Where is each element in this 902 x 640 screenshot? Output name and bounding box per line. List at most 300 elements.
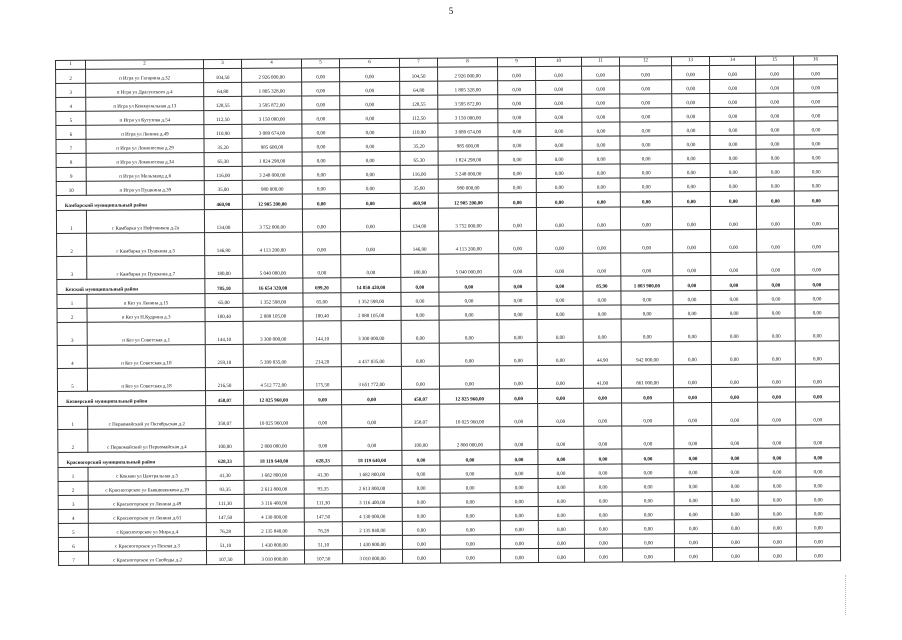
value-cell: 0,00 [340, 179, 400, 193]
value-cell: 144,10 [205, 321, 243, 344]
value-cell: 175,50 [303, 367, 341, 390]
value-cell: 116,00 [400, 165, 438, 179]
value-cell: 128,55 [204, 96, 242, 110]
house-address: с Красногорское ул Ленина д.61 [88, 509, 206, 524]
value-cell: 0,00 [439, 320, 499, 343]
value-cell: 0,00 [439, 292, 499, 306]
house-address: п Игра ул Драгунского д.4 [86, 83, 204, 98]
column-number-cell: 10 [535, 57, 581, 66]
value-cell: 0,00 [712, 491, 758, 505]
value-cell: 0,00 [620, 178, 672, 192]
value-cell: 0,00 [538, 506, 584, 520]
value-cell: 0,00 [621, 305, 673, 319]
value-cell: 0,00 [402, 535, 440, 549]
value-cell: 0,00 [340, 81, 400, 95]
value-cell: 0,00 [794, 65, 838, 79]
value-cell: 0,00 [673, 229, 711, 252]
value-cell: 104,50 [204, 68, 242, 82]
column-number-cell: 2 [86, 60, 204, 70]
value-cell: 0,00 [672, 150, 710, 164]
value-cell: 0,00 [500, 521, 538, 535]
row-number: 4 [56, 97, 86, 111]
value-cell: 4 113 200,00 [439, 231, 499, 254]
value-cell: 0,00 [756, 149, 794, 163]
value-cell: 0,00 [796, 402, 840, 425]
value-cell: 0,00 [499, 366, 537, 389]
district-total-cell: 628,33 [304, 451, 342, 466]
value-cell: 3 089 674,00 [242, 124, 302, 138]
row-number: 2 [56, 69, 86, 83]
value-cell: 0,00 [758, 463, 796, 477]
value-cell: 1 805 328,00 [438, 81, 498, 95]
district-total-cell: 0,00 [672, 191, 710, 206]
district-total-cell: 0,00 [538, 449, 584, 464]
column-number-cell: 9 [497, 58, 535, 67]
row-number: 6 [58, 537, 88, 551]
column-number-cell: 13 [671, 57, 709, 66]
value-cell: 0,00 [536, 136, 582, 150]
value-cell: 0,00 [757, 304, 795, 318]
value-cell: 0,00 [674, 425, 712, 448]
value-cell: 100,00 [402, 427, 440, 450]
value-cell: 0,00 [498, 208, 536, 231]
value-cell: 0,00 [620, 94, 672, 108]
column-number-cell: 11 [581, 57, 619, 66]
fold-line [845, 575, 846, 615]
value-cell: 0,00 [673, 364, 711, 387]
house-address: с Первомайский ул Октябрьская д.2 [88, 406, 206, 430]
value-cell: 51,10 [206, 536, 244, 550]
house-address: п Кез ул Ленина д.15 [87, 294, 205, 309]
value-cell: 0,00 [794, 177, 838, 191]
value-cell: 861 000,00 [621, 365, 673, 388]
value-cell: 980 000,00 [438, 179, 498, 193]
value-cell: 0,00 [622, 520, 674, 534]
value-cell: 0,00 [499, 231, 537, 254]
column-number-cell: 16 [793, 56, 837, 65]
value-cell: 3 248 000,00 [242, 166, 302, 180]
district-total-cell: 0,00 [758, 387, 796, 402]
value-cell: 0,00 [796, 505, 840, 519]
value-cell: 0,00 [500, 404, 538, 427]
value-cell: 0,00 [620, 150, 672, 164]
district-total-cell: 12 825 960,00 [440, 389, 500, 404]
value-cell: 0,00 [341, 231, 401, 254]
district-total-cell: 0,00 [342, 389, 402, 404]
row-number: 8 [56, 153, 86, 167]
value-cell: 0,00 [796, 477, 840, 491]
value-cell: 3 752 000,00 [242, 209, 302, 232]
district-total-cell: 0,00 [302, 194, 340, 209]
value-cell: 0,00 [756, 177, 794, 191]
value-cell: 107,50 [206, 550, 244, 564]
district-total-cell: 0,00 [794, 191, 838, 206]
value-cell: 0,00 [674, 463, 712, 477]
value-cell: 0,00 [712, 505, 758, 519]
value-cell: 0,00 [538, 478, 584, 492]
value-cell: 0,00 [538, 534, 584, 548]
value-cell: 0,00 [794, 149, 838, 163]
value-cell: 0,00 [712, 463, 758, 477]
value-cell: 100,40 [205, 307, 243, 321]
value-cell: 0,00 [756, 135, 794, 149]
value-cell: 216,50 [205, 367, 243, 390]
value-cell: 0,00 [499, 306, 537, 320]
value-cell: 64,80 [204, 82, 242, 96]
value-cell: 985 600,00 [242, 138, 302, 152]
value-cell: 0,00 [538, 403, 584, 426]
value-cell: 0,00 [673, 341, 711, 364]
value-cell: 980 000,00 [242, 180, 302, 194]
value-cell: 0,00 [584, 548, 622, 562]
value-cell: 0,00 [621, 253, 673, 276]
value-cell: 0,00 [498, 137, 536, 151]
value-cell: 0,00 [622, 464, 674, 478]
value-cell: 4 113 200,00 [243, 232, 303, 255]
district-total-cell: 0,00 [401, 277, 439, 292]
row-number: 2 [57, 308, 87, 322]
house-address: п Игра ул Кутузова д.54 [86, 111, 204, 126]
row-number: 1 [57, 294, 87, 308]
value-cell: 0,00 [401, 320, 439, 343]
district-total-cell: 0,00 [710, 191, 756, 206]
value-cell: 2 135 840,00 [342, 521, 402, 535]
value-cell: 0,00 [622, 492, 674, 506]
value-cell: 2 135 840,00 [244, 522, 304, 536]
value-cell: 1 430 800,00 [244, 536, 304, 550]
value-cell: 65,00 [303, 293, 341, 307]
district-total-cell: 0,00 [538, 388, 584, 403]
district-total-cell: 0,00 [674, 387, 712, 402]
value-cell: 0,00 [758, 547, 796, 561]
value-cell: 3 116 400,00 [342, 493, 402, 507]
value-cell: 0,00 [622, 403, 674, 426]
value-cell: 0,00 [500, 427, 538, 450]
value-cell: 100,00 [206, 428, 244, 451]
value-cell: 0,00 [402, 493, 440, 507]
value-cell: 0,00 [440, 549, 500, 563]
row-number: 4 [58, 509, 88, 523]
value-cell: 0,00 [536, 108, 582, 122]
value-cell: 0,00 [583, 305, 621, 319]
value-cell: 112,50 [204, 110, 242, 124]
value-cell: 0,00 [500, 507, 538, 521]
registry-table [55, 55, 841, 566]
value-cell: 0,00 [402, 479, 440, 493]
value-cell: 1 682 800,00 [244, 466, 304, 480]
value-cell: 0,00 [342, 427, 402, 450]
row-number: 1 [58, 467, 88, 481]
value-cell: 0,00 [796, 547, 840, 561]
house-address: с Кокман ул Центральная д.5 [88, 467, 206, 482]
value-cell: 0,00 [498, 95, 536, 109]
district-name: Камбарский муниципальный район [56, 195, 204, 211]
value-cell: 2 800 000,00 [244, 428, 304, 451]
value-cell: 0,00 [583, 253, 621, 276]
value-cell: 0,00 [402, 465, 440, 479]
row-number: 3 [57, 322, 87, 345]
value-cell: 4 457 035,00 [341, 343, 401, 366]
value-cell: 2 613 800,00 [244, 480, 304, 494]
value-cell: 0,00 [538, 426, 584, 449]
value-cell: 0,00 [500, 535, 538, 549]
value-cell: 0,00 [584, 492, 622, 506]
value-cell: 0,00 [796, 533, 840, 547]
district-total-cell: 0,00 [537, 276, 583, 291]
value-cell: 0,00 [795, 304, 839, 318]
value-cell: 0,00 [673, 290, 711, 304]
value-cell: 35,00 [400, 179, 438, 193]
value-cell: 0,00 [672, 94, 710, 108]
column-number-cell: 7 [399, 58, 437, 67]
value-cell: 3 752 000,00 [438, 208, 498, 231]
value-cell: 0,00 [711, 341, 757, 364]
value-cell: 180,00 [205, 255, 243, 278]
value-cell: 1 824 298,00 [242, 152, 302, 166]
row-number: 9 [56, 167, 86, 181]
district-name: Кизнерский муниципальный район [58, 391, 206, 407]
column-number-cell: 15 [755, 56, 793, 65]
value-cell: 111,30 [304, 494, 342, 508]
value-cell: 0,00 [674, 533, 712, 547]
district-total-cell: 12 905 200,00 [438, 193, 498, 208]
value-cell: 0,00 [795, 290, 839, 304]
value-cell: 0,00 [500, 493, 538, 507]
value-cell: 2 926 000,00 [438, 67, 498, 81]
column-number-cell: 3 [204, 59, 242, 68]
district-total-cell: 0,00 [757, 275, 795, 290]
value-cell: 41,30 [304, 466, 342, 480]
value-cell: 0,00 [302, 166, 340, 180]
district-total-cell: 785,10 [205, 278, 243, 293]
value-cell: 0,00 [537, 230, 583, 253]
value-cell: 5 399 035,00 [243, 344, 303, 367]
table-body [56, 56, 841, 566]
row-number: 5 [58, 523, 88, 537]
value-cell: 0,00 [672, 136, 710, 150]
value-cell: 0,00 [498, 165, 536, 179]
value-cell: 35,20 [204, 138, 242, 152]
value-cell: 0,00 [340, 137, 400, 151]
value-cell: 93,35 [304, 480, 342, 494]
value-cell: 110,90 [400, 123, 438, 137]
house-address: п Игра ул Ломоносова д.29 [86, 139, 204, 154]
value-cell: 0,00 [302, 68, 340, 82]
district-total-cell: 460,90 [204, 194, 242, 209]
column-number-cell: 4 [241, 59, 301, 68]
house-address: п Игра ул Ленина д.49 [86, 125, 204, 140]
value-cell: 0,00 [622, 426, 674, 449]
value-cell: 0,00 [712, 519, 758, 533]
value-cell: 3 651 772,00 [341, 366, 401, 389]
value-cell: 0,00 [620, 136, 672, 150]
value-cell: 0,00 [794, 206, 838, 229]
district-total-cell: 0,00 [584, 388, 622, 403]
house-address: п Кез ул Советская д.10 [87, 345, 205, 369]
district-total-cell: 0,00 [758, 448, 796, 463]
value-cell: 4 512 772,00 [243, 367, 303, 390]
value-cell: 0,00 [674, 477, 712, 491]
value-cell: 0,00 [582, 150, 620, 164]
value-cell: 0,00 [674, 547, 712, 561]
value-cell: 1 430 800,00 [342, 535, 402, 549]
value-cell: 0,00 [674, 519, 712, 533]
value-cell: 0,00 [340, 151, 400, 165]
value-cell: 0,00 [620, 108, 672, 122]
value-cell: 0,00 [674, 491, 712, 505]
district-total-cell: 0,00 [439, 277, 499, 292]
row-number: 6 [56, 125, 86, 139]
value-cell: 180,00 [401, 254, 439, 277]
district-total-cell: 0,00 [402, 450, 440, 465]
row-number: 3 [57, 256, 87, 279]
value-cell: 0,00 [302, 180, 340, 194]
value-cell: 0,00 [582, 207, 620, 230]
value-cell: 0,00 [340, 165, 400, 179]
value-cell: 0,00 [342, 404, 402, 427]
district-total-cell: 0,00 [582, 192, 620, 207]
value-cell: 0,00 [756, 163, 794, 177]
value-cell: 0,00 [672, 163, 710, 177]
district-total-cell: 16 654 320,00 [243, 278, 303, 293]
value-cell: 65,30 [204, 152, 242, 166]
value-cell: 0,00 [710, 163, 756, 177]
value-cell: 0,00 [795, 229, 839, 252]
district-total-cell: 0,00 [440, 450, 500, 465]
column-number-cell: 5 [301, 59, 339, 68]
column-number-cell: 8 [437, 58, 497, 67]
value-cell: 0,00 [674, 402, 712, 425]
value-cell: 0,00 [620, 66, 672, 80]
value-cell: 985 600,00 [438, 137, 498, 151]
value-cell: 0,00 [538, 464, 584, 478]
value-cell: 0,00 [537, 365, 583, 388]
value-cell: 0,00 [620, 207, 672, 230]
value-cell: 0,00 [673, 304, 711, 318]
value-cell: 0,00 [582, 80, 620, 94]
value-cell: 0,00 [302, 138, 340, 152]
value-cell: 0,00 [712, 533, 758, 547]
value-cell: 144,10 [303, 321, 341, 344]
value-cell: 0,00 [440, 521, 500, 535]
value-cell: 0,00 [340, 109, 400, 123]
column-number-cell: 6 [339, 58, 399, 67]
value-cell: 0,00 [710, 121, 756, 135]
value-cell: 0,00 [536, 80, 582, 94]
district-total-cell: 0,00 [674, 448, 712, 463]
value-cell: 0,00 [757, 290, 795, 304]
value-cell: 0,00 [538, 548, 584, 562]
value-cell: 2 800 000,00 [440, 427, 500, 450]
value-cell: 0,00 [710, 107, 756, 121]
value-cell: 4 130 000,00 [342, 507, 402, 521]
value-cell: 0,00 [794, 135, 838, 149]
value-cell: 0,00 [711, 304, 757, 318]
value-cell: 0,00 [710, 149, 756, 163]
value-cell: 1 352 598,00 [341, 292, 401, 306]
value-cell: 0,00 [712, 477, 758, 491]
value-cell: 116,00 [204, 166, 242, 180]
value-cell: 0,00 [500, 479, 538, 493]
district-total-cell: 18 119 640,00 [342, 450, 402, 465]
value-cell: 0,00 [440, 465, 500, 479]
value-cell: 0,00 [794, 163, 838, 177]
district-total-cell: 85,90 [583, 276, 621, 291]
district-name: Красногорский муниципальный район [58, 452, 206, 468]
value-cell: 0,00 [796, 463, 840, 477]
house-address: г Камбарка ул Нефтяников д.2а [86, 210, 204, 234]
value-cell: 3 010 000,00 [342, 549, 402, 563]
value-cell: 0,00 [584, 426, 622, 449]
value-cell: 0,00 [340, 123, 400, 137]
value-cell: 0,00 [620, 80, 672, 94]
value-cell: 0,00 [302, 96, 340, 110]
value-cell: 0,00 [711, 290, 757, 304]
value-cell: 3 150 000,00 [438, 109, 498, 123]
value-cell: 0,00 [498, 151, 536, 165]
district-total-cell: 0,00 [500, 389, 538, 404]
value-cell: 0,00 [537, 319, 583, 342]
value-cell: 0,00 [757, 252, 795, 275]
value-cell: 0,00 [584, 534, 622, 548]
district-total-cell: 0,00 [756, 191, 794, 206]
value-cell: 0,00 [795, 341, 839, 364]
district-total-cell: 0,00 [500, 450, 538, 465]
value-cell: 0,00 [672, 206, 710, 229]
value-cell: 3 116 400,00 [244, 494, 304, 508]
value-cell: 41,30 [206, 466, 244, 480]
district-total-cell: 0,00 [622, 388, 674, 403]
value-cell: 0,00 [440, 493, 500, 507]
value-cell: 0,00 [584, 506, 622, 520]
value-cell: 0,00 [756, 107, 794, 121]
value-cell: 0,00 [794, 121, 838, 135]
value-cell: 0,00 [672, 108, 710, 122]
district-total-cell: 0,00 [498, 193, 536, 208]
value-cell: 942 000,00 [621, 342, 673, 365]
district-total-cell: 0,00 [304, 390, 342, 405]
value-cell: 0,00 [757, 341, 795, 364]
value-cell: 4 130 000,00 [244, 508, 304, 522]
house-address: с Красногорское ул Пехова д.3 [88, 537, 206, 552]
district-total-cell: 0,00 [340, 193, 400, 208]
value-cell: 0,00 [536, 164, 582, 178]
value-cell: 0,00 [439, 306, 499, 320]
value-cell: 0,00 [710, 65, 756, 79]
value-cell: 0,00 [758, 491, 796, 505]
value-cell: 0,00 [401, 366, 439, 389]
value-cell: 3 595 872,00 [242, 96, 302, 110]
value-cell: 0,00 [758, 519, 796, 533]
value-cell: 0,00 [340, 95, 400, 109]
district-total-cell: 699,20 [303, 278, 341, 293]
district-total-cell: 458,07 [206, 390, 244, 405]
district-name: Кезский муниципальный район [57, 279, 205, 295]
value-cell: 2 613 800,00 [342, 479, 402, 493]
value-cell: 0,00 [440, 535, 500, 549]
value-cell: 0,00 [757, 318, 795, 341]
value-cell: 0,00 [498, 123, 536, 137]
district-total-cell: 0,00 [536, 192, 582, 207]
column-number-cell: 12 [619, 57, 671, 66]
value-cell: 0,00 [711, 318, 757, 341]
value-cell: 10 025 960,00 [440, 404, 500, 427]
district-total-cell: 0,00 [584, 449, 622, 464]
value-cell: 0,00 [710, 177, 756, 191]
value-cell: 0,00 [756, 121, 794, 135]
value-cell: 10 025 960,00 [244, 405, 304, 428]
row-number: 7 [59, 551, 89, 565]
